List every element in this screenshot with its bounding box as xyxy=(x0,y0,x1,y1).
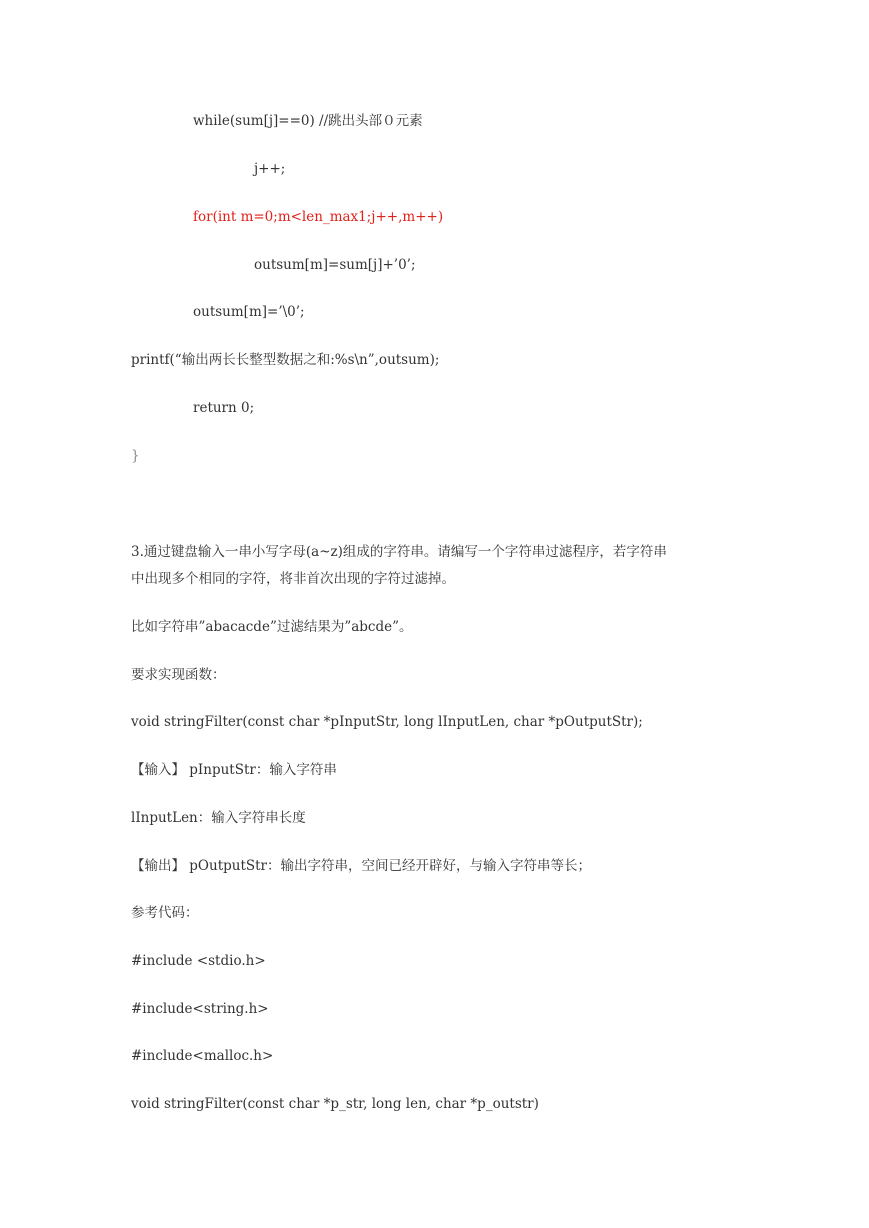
increment-line: j++; xyxy=(254,161,286,177)
problem-statement-line2: 中出现多个相同的字符，将非首次出现的字符过滤掉。 xyxy=(131,571,455,587)
printf-line: printf(“输出两长长整型数据之和:%s\n”,outsum); xyxy=(131,352,440,368)
for-loop-line: for(int m=0;m<len_max1;j++,m++) xyxy=(193,209,444,225)
include-stdio: #include <stdio.h> xyxy=(131,953,266,969)
input-param: 【输入】 pInputStr：输入字符串 xyxy=(131,762,337,778)
include-malloc: #include<malloc.h> xyxy=(131,1048,274,1064)
function-signature: void stringFilter(const char *pInputStr, long lInputLen, char *pOutputStr); xyxy=(131,714,643,730)
outsum-assign-line: outsum[m]=sum[j]+’0’; xyxy=(254,257,416,273)
requirement-heading: 要求实现函数： xyxy=(131,667,226,683)
problem-statement-line1: 3.通过键盘输入一串小写字母(a~z)组成的字符串。请编写一个字符串过滤程序，若字符串 xyxy=(131,544,667,560)
outsum-null-line: outsum[m]=’\0’; xyxy=(193,304,305,320)
input-length-param: lInputLen：输入字符串长度 xyxy=(131,810,306,826)
output-param: 【输出】 pOutputStr：输出字符串，空间已经开辟好，与输入字符串等长； xyxy=(131,858,592,874)
reference-code-heading: 参考代码： xyxy=(131,905,199,921)
closing-brace: } xyxy=(131,448,140,464)
while-line: while(sum[j]==0) //跳出头部０元素 xyxy=(193,113,423,129)
problem-example: 比如字符串”abacacde”过滤结果为”abcde”。 xyxy=(131,619,413,635)
return-line: return 0; xyxy=(193,400,255,416)
include-string: #include<string.h> xyxy=(131,1001,269,1017)
impl-function-signature: void stringFilter(const char *p_str, long len, char *p_outstr) xyxy=(131,1096,539,1112)
